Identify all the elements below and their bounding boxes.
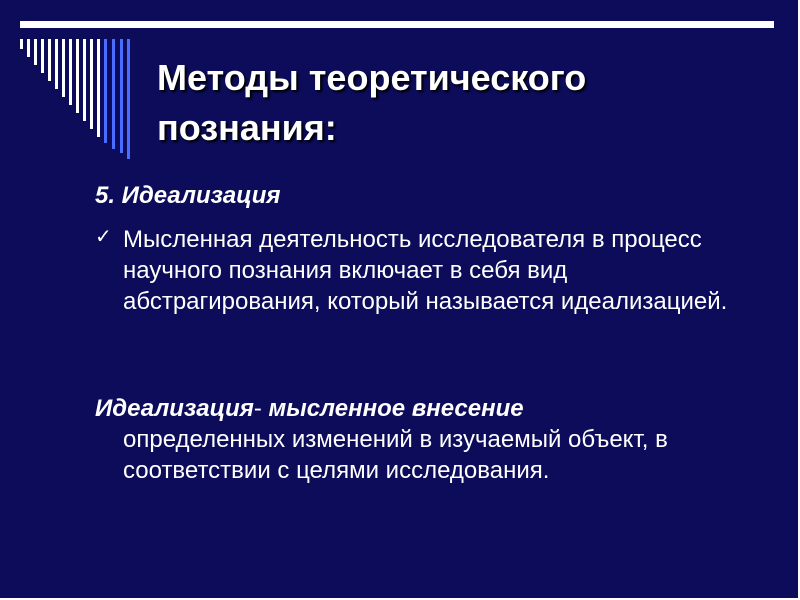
definition-dash: - — [253, 395, 269, 422]
checkmark-icon: ✓ — [95, 224, 112, 248]
definition-term: Идеализация — [95, 395, 254, 422]
decorative-stripes — [0, 0, 140, 170]
definition-continuation: определенных изменений в изучаемый объект, в соответствии с целями исследования. — [123, 426, 668, 484]
section-heading: 5. Идеализация — [95, 182, 281, 209]
slide-title: Методы теоретического познания: — [157, 57, 587, 148]
bullet-text: Мысленная деятельность исследователя в процесс научного познания включает в себя вид абстрагирования, который называется идеализацией. — [123, 226, 728, 315]
definition-paragraph — [95, 393, 755, 486]
definition-first-line: мысленное внесение — [268, 395, 524, 422]
bullet-item — [95, 224, 745, 317]
